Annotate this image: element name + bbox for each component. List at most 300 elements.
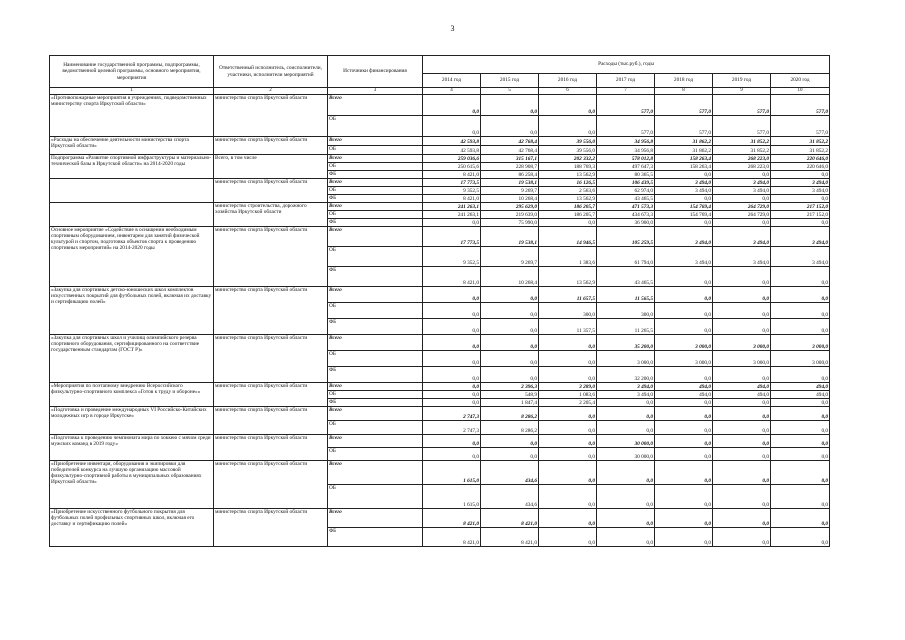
expense-value: 250 615,6 [423, 163, 481, 171]
expense-value: 0,0 [771, 407, 830, 421]
expense-value: 0,0 [423, 303, 481, 319]
expense-value: 30 000,0 [597, 435, 655, 448]
expense-value: 8 421,0 [423, 195, 481, 203]
funding-source: Всего [328, 335, 423, 351]
expense-value: 0,0 [655, 287, 713, 303]
responsible-executor: министерство спорта Иркутской области [214, 137, 328, 155]
expense-value: 0,0 [539, 335, 597, 351]
expense-value: 0,0 [713, 267, 771, 287]
expense-value: 577,0 [655, 116, 713, 137]
expense-value: 0,0 [481, 319, 539, 335]
funding-source: ФБ [328, 399, 423, 407]
expense-value: 0,0 [713, 448, 771, 461]
funding-source: ОБ [328, 116, 423, 137]
expense-value: 494,0 [771, 383, 830, 391]
funding-source: ОБ [328, 448, 423, 461]
expense-value: 577,0 [713, 95, 771, 116]
expense-value: 0,0 [771, 509, 830, 528]
expense-value: 11 357,5 [539, 319, 597, 335]
column-index: 7 [597, 88, 655, 95]
expense-value: 0,0 [713, 367, 771, 383]
expense-value: 31 862,2 [655, 137, 713, 146]
expense-value: 19 538,1 [481, 227, 539, 247]
expense-value: 268 223,0 [713, 155, 771, 163]
expense-value: 8 421,0 [481, 528, 539, 547]
expense-value: 75 990,0 [481, 219, 539, 227]
responsible-executor: министерство спорта Иркутской области [214, 407, 328, 435]
expense-value: 0,0 [713, 528, 771, 547]
expense-value: 3 289,0 [539, 383, 597, 391]
expense-value: 0,0 [655, 461, 713, 485]
measure-name: «Закупка для спортивных школ и училищ олимпийского резерва спортивного оборудования, сертифицированного на соответствие государственным стандартам (ГОСТ Р)» [50, 335, 214, 383]
expense-value: 3 494,0 [771, 179, 830, 187]
year-header: 2016 год [539, 74, 597, 88]
expense-value: 62 974,0 [597, 187, 655, 195]
year-header: 2018 год [655, 74, 713, 88]
expense-value: 0,0 [597, 528, 655, 547]
expense-value: 0,0 [423, 367, 481, 383]
expense-value: 0,0 [423, 219, 481, 227]
expense-value: 2 396,3 [481, 383, 539, 391]
expense-value: 497 647,3 [597, 163, 655, 171]
expense-value: 0,0 [771, 171, 830, 179]
expense-value: 0,0 [481, 116, 539, 137]
expense-value: 0,0 [539, 95, 597, 116]
expense-value: 1 383,6 [539, 247, 597, 267]
expense-value: 228 908,7 [481, 163, 539, 171]
table-row [50, 509, 830, 528]
expense-value: 9 269,7 [481, 247, 539, 267]
expense-value: 8 421,0 [423, 171, 481, 179]
funding-source: ФБ [328, 528, 423, 547]
expense-value: 188 769,3 [539, 163, 597, 171]
expense-value: 548,9 [481, 391, 539, 399]
funding-source: ФБ [328, 319, 423, 335]
expense-value: 35 200,0 [597, 335, 655, 351]
table-row [50, 155, 830, 163]
expense-value: 0,0 [655, 267, 713, 287]
expense-value: 0,0 [713, 461, 771, 485]
expense-value: 0,0 [423, 116, 481, 137]
expense-value: 30 000,0 [597, 448, 655, 461]
expense-value: 1 615,0 [423, 485, 481, 509]
expense-value: 217 152,0 [771, 203, 830, 211]
expense-value: 3 000,0 [655, 335, 713, 351]
header-expenses: Расходы (тыс.руб.), годы [423, 56, 830, 74]
expense-value: 434,6 [481, 461, 539, 485]
funding-source: Всего [328, 227, 423, 247]
expense-value: 494,0 [771, 391, 830, 399]
expense-value: 0,0 [539, 351, 597, 367]
expense-value: 0,0 [539, 461, 597, 485]
expense-value: 0,0 [655, 485, 713, 509]
funding-source: Всего [328, 407, 423, 421]
table-row [50, 407, 830, 421]
header-name: Наименование государственной программы, подпрограммы, ведомственной целевой программы, основного мероприятия, мероприятия [50, 56, 214, 88]
expense-value: 434 673,3 [597, 211, 655, 219]
expense-value: 0,0 [771, 303, 830, 319]
expense-value: 3 494,0 [713, 247, 771, 267]
expense-value: 0,0 [423, 435, 481, 448]
expense-value: 202 332,2 [539, 155, 597, 163]
expense-value: 154 769,4 [655, 211, 713, 219]
expense-value: 3 000,0 [771, 335, 830, 351]
expense-value: 61 794,0 [597, 247, 655, 267]
expense-value: 0,0 [481, 303, 539, 319]
expense-value: 434,6 [481, 485, 539, 509]
expense-value: 39 556,0 [539, 137, 597, 146]
expense-value: 0,0 [655, 509, 713, 528]
funding-source: Всего [328, 435, 423, 448]
measure-name: «Противопожарные мероприятия в учреждениях, подведомственных министерству спорта Иркутской области» [50, 95, 214, 137]
responsible-executor: министерство спорта Иркутской области [214, 179, 328, 203]
expense-value: 0,0 [423, 319, 481, 335]
column-index: 5 [481, 88, 539, 95]
expense-value: 8 421,0 [423, 267, 481, 287]
expense-value: 0,0 [771, 399, 830, 407]
expense-value: 268 223,0 [713, 163, 771, 171]
expense-value: 34 956,8 [597, 137, 655, 146]
expense-value: 0,0 [423, 95, 481, 116]
expense-value: 0,0 [481, 287, 539, 303]
expense-value: 9 352,5 [423, 247, 481, 267]
expense-value: 3 000,0 [713, 351, 771, 367]
header-responsible: Ответственный исполнитель, соисполнители, участники, исполнители мероприятий [214, 56, 328, 88]
expense-value: 16 126,5 [539, 179, 597, 187]
expense-value: 1 615,0 [423, 461, 481, 485]
header-source: Источники финансирования [328, 56, 423, 88]
expense-value: 31 852,2 [771, 146, 830, 155]
expense-value: 2 563,6 [539, 187, 597, 195]
expense-value: 0,0 [423, 383, 481, 391]
expense-value: 3 494,0 [655, 227, 713, 247]
expense-value: 0,0 [655, 399, 713, 407]
table-row [50, 335, 830, 351]
expense-value: 241 263,1 [423, 211, 481, 219]
expense-value: 0,0 [481, 435, 539, 448]
expense-value: 0,0 [771, 528, 830, 547]
expense-value: 0,0 [539, 407, 597, 421]
expense-value: 0,0 [597, 485, 655, 509]
expense-value: 315 167,1 [481, 155, 539, 163]
column-index: 3 [328, 88, 423, 95]
expense-value: 0,0 [713, 195, 771, 203]
expense-value: 39 556,0 [539, 146, 597, 155]
measure-name [50, 179, 214, 203]
expense-value: 11 657,5 [539, 287, 597, 303]
expense-value: 494,0 [655, 391, 713, 399]
expense-value: 8 421,0 [423, 509, 481, 528]
funding-source: Всего [328, 137, 423, 146]
expense-value: 42 768,4 [481, 137, 539, 146]
table-row [50, 179, 830, 187]
expense-value: 0,0 [539, 219, 597, 227]
expense-value: 0,0 [655, 407, 713, 421]
expense-value: 0,0 [423, 399, 481, 407]
expense-value: 13 562,9 [539, 171, 597, 179]
measure-name: Подпрограмма «Развитие спортивной инфраструктуры и материально-технической базы в Иркутской области» на 2014-2020 годы [50, 155, 214, 179]
column-index: 9 [713, 88, 771, 95]
expense-value: 0,0 [539, 448, 597, 461]
expense-value: 577,0 [597, 95, 655, 116]
funding-source: ОБ [328, 391, 423, 399]
expense-value: 3 494,0 [713, 187, 771, 195]
expense-value: 577,0 [597, 116, 655, 137]
expense-value: 0,0 [481, 95, 539, 116]
column-index: 8 [655, 88, 713, 95]
expense-value: 8 421,0 [423, 528, 481, 547]
expense-value: 8 421,0 [481, 509, 539, 528]
measure-name: «Закупка для спортивных детско-юношеских школ комплектов искусственных покрытий для футбольных полей, включая их доставку и сертификацию полей» [50, 287, 214, 335]
measure-name: «Подготовка к проведению чемпионата мира по хоккею с мячом среди мужских команд в 2019 году» [50, 435, 214, 461]
expense-value: 217 152,0 [771, 211, 830, 219]
funding-source: Всего [328, 155, 423, 163]
responsible-executor: министерство спорта Иркутской области [214, 461, 328, 509]
expense-value: 86 258,4 [481, 171, 539, 179]
expense-value: 220 646,0 [771, 163, 830, 171]
expense-value: 34 956,8 [597, 146, 655, 155]
expense-value: 42 593,8 [423, 146, 481, 155]
expense-value: 0,0 [481, 351, 539, 367]
expense-value: 0,0 [771, 367, 830, 383]
responsible-executor: министерство спорта Иркутской области [214, 287, 328, 335]
expense-value: 19 538,1 [481, 179, 539, 187]
expense-value: 31 862,2 [655, 146, 713, 155]
expense-value: 0,0 [655, 195, 713, 203]
expense-value: 0,0 [771, 448, 830, 461]
table-body [50, 95, 830, 547]
expense-value: 31 852,2 [713, 137, 771, 146]
expense-value: 494,0 [713, 383, 771, 391]
measure-name: «Подготовка и проведение международных VI Российско-Китайских молодежных игр в городе Иркутске» [50, 407, 214, 435]
funding-source: ОБ [328, 211, 423, 219]
expense-value: 3 000,0 [655, 351, 713, 367]
measure-name [50, 203, 214, 227]
funding-source: ОБ [328, 303, 423, 319]
expense-value: 494,0 [655, 383, 713, 391]
expense-value: 578 012,8 [597, 155, 655, 163]
expense-value: 241 263,1 [423, 203, 481, 211]
expense-value: 471 573,3 [597, 203, 655, 211]
expense-value: 577,0 [771, 95, 830, 116]
expense-value: 0,0 [655, 528, 713, 547]
expense-value: 0,0 [713, 287, 771, 303]
expense-value: 295 629,0 [481, 203, 539, 211]
expense-value: 577,0 [655, 95, 713, 116]
expense-value: 3 494,0 [597, 383, 655, 391]
expense-value: 3 000,0 [713, 335, 771, 351]
expense-value: 3 494,0 [771, 227, 830, 247]
expense-value: 158 263,4 [655, 163, 713, 171]
expense-value: 2 747,3 [423, 407, 481, 421]
responsible-executor: министерство спорта Иркутской области [214, 435, 328, 461]
expense-value: 0,0 [713, 509, 771, 528]
expense-value: 36 900,0 [597, 219, 655, 227]
expense-value: 219 639,0 [481, 211, 539, 219]
expense-value: 0,0 [713, 435, 771, 448]
expense-value: 1 083,6 [539, 391, 597, 399]
expense-value: 0,0 [423, 391, 481, 399]
expense-value: 0,0 [597, 399, 655, 407]
table-row [50, 287, 830, 303]
expense-value: 14 946,5 [539, 227, 597, 247]
expense-value: 43 465,5 [597, 267, 655, 287]
table-row [50, 435, 830, 448]
measure-name: «Мероприятия по поэтапному внедрению Всероссийского физкультурно-спортивного комплекса «Готов к труду и обороне»» [50, 383, 214, 407]
expense-value: 0,0 [771, 319, 830, 335]
expense-value: 0,0 [539, 421, 597, 435]
expense-value: 0,0 [771, 485, 830, 509]
expense-value: 0,0 [655, 435, 713, 448]
expense-value: 186 205,7 [539, 211, 597, 219]
column-index: 2 [214, 88, 328, 95]
expense-value: 0,0 [539, 528, 597, 547]
funding-source: Всего [328, 509, 423, 528]
expense-value: 0,0 [481, 335, 539, 351]
expense-value: 300,0 [597, 303, 655, 319]
expense-value: 0,0 [481, 367, 539, 383]
expense-value: 31 852,2 [713, 146, 771, 155]
expense-value: 8 286,2 [481, 407, 539, 421]
funding-source: ФБ [328, 367, 423, 383]
expense-value: 0,0 [713, 421, 771, 435]
expense-value: 8 286,2 [481, 421, 539, 435]
funding-source: Всего [328, 461, 423, 485]
expense-value: 9 269,7 [481, 187, 539, 195]
year-header: 2017 год [597, 74, 655, 88]
expense-value: 0,0 [597, 509, 655, 528]
responsible-executor: министерство строительства, дорожного хозяйства Иркутской области [214, 203, 328, 227]
expense-value: 3 494,0 [655, 187, 713, 195]
expense-value: 0,0 [655, 421, 713, 435]
expense-value: 1 847,4 [481, 399, 539, 407]
expense-value: 106 439,5 [597, 179, 655, 187]
page-number: 3 [450, 24, 455, 33]
expense-value: 264 729,0 [713, 203, 771, 211]
expense-value: 2 205,4 [539, 399, 597, 407]
expense-value: 0,0 [771, 435, 830, 448]
funding-source: ОБ [328, 146, 423, 155]
table-row [50, 383, 830, 391]
expense-value: 0,0 [771, 421, 830, 435]
column-index: 10 [771, 88, 830, 95]
expense-value: 80 365,5 [597, 171, 655, 179]
expense-value: 0,0 [539, 367, 597, 383]
expense-value: 0,0 [713, 319, 771, 335]
expense-value: 158 263,4 [655, 155, 713, 163]
expense-value: 10 268,4 [481, 267, 539, 287]
expense-value: 0,0 [713, 485, 771, 509]
expense-value: 0,0 [539, 116, 597, 137]
funding-source: ОБ [328, 351, 423, 367]
expense-value: 494,0 [713, 391, 771, 399]
expense-value: 3 000,0 [597, 351, 655, 367]
expense-value: 31 852,2 [771, 137, 830, 146]
expense-value: 32 200,0 [597, 367, 655, 383]
expense-value: 42 768,4 [481, 146, 539, 155]
expense-value: 42 593,8 [423, 137, 481, 146]
expense-value: 0,0 [771, 219, 830, 227]
expense-value: 17 773,5 [423, 179, 481, 187]
expense-value: 300,0 [539, 303, 597, 319]
responsible-executor: министерство спорта Иркутской области [214, 95, 328, 137]
table-header [50, 56, 830, 95]
expense-value: 0,0 [771, 287, 830, 303]
expense-value: 0,0 [423, 351, 481, 367]
expense-value: 0,0 [655, 367, 713, 383]
funding-source: ФБ [328, 219, 423, 227]
expense-value: 0,0 [655, 171, 713, 179]
year-header: 2015 год [481, 74, 539, 88]
expense-value: 105 259,5 [597, 227, 655, 247]
expense-value: 3 494,0 [597, 391, 655, 399]
table-row [50, 203, 830, 211]
measure-name: «Приобретение искусственного футбольного покрытия для футбольных полей профильных спортивных школ, включая его доставку и сертификацию полей» [50, 509, 214, 547]
expense-value: 3 494,0 [655, 247, 713, 267]
expense-value: 0,0 [597, 407, 655, 421]
expense-value: 154 769,4 [655, 203, 713, 211]
expense-value: 10 268,4 [481, 195, 539, 203]
budget-table [49, 55, 830, 547]
table-row [50, 95, 830, 116]
expense-value: 220 646,0 [771, 155, 830, 163]
funding-source: ФБ [328, 195, 423, 203]
expense-value: 0,0 [713, 399, 771, 407]
expense-value: 0,0 [655, 319, 713, 335]
measure-name: Основное мероприятие «Содействие в оснащении необходимым спортивным оборудованием, инвентарем для занятий физической культурой и спортом, подготовка объектов спорта к проведению спортивных мероприятий» на 2014-2020 годы [50, 227, 214, 287]
expense-value: 2 747,3 [423, 421, 481, 435]
funding-source: ОБ [328, 485, 423, 509]
expense-value: 259 036,6 [423, 155, 481, 163]
table-row [50, 461, 830, 485]
funding-source: ФБ [328, 171, 423, 179]
responsible-executor: министерство спорта Иркутской области [214, 509, 328, 547]
expense-value: 0,0 [655, 219, 713, 227]
expense-value: 0,0 [771, 461, 830, 485]
funding-source: ОБ [328, 187, 423, 195]
expense-value: 13 562,9 [539, 267, 597, 287]
funding-source: ОБ [328, 421, 423, 435]
expense-value: 3 494,0 [771, 187, 830, 195]
responsible-executor: Всего, в том числе [214, 155, 328, 179]
table-row [50, 137, 830, 146]
expense-value: 3 494,0 [713, 179, 771, 187]
funding-source: ОБ [328, 163, 423, 171]
expense-value: 0,0 [539, 509, 597, 528]
funding-source: Всего [328, 383, 423, 391]
table-row [50, 227, 830, 247]
funding-source: Всего [328, 95, 423, 116]
expense-value: 0,0 [713, 219, 771, 227]
expense-value: 0,0 [423, 287, 481, 303]
expense-value: 0,0 [713, 407, 771, 421]
expense-value: 3 494,0 [771, 247, 830, 267]
funding-source: ОБ [328, 247, 423, 267]
expense-value: 0,0 [597, 421, 655, 435]
expense-value: 0,0 [481, 448, 539, 461]
responsible-executor: министерство спорта Иркутской области [214, 383, 328, 407]
expense-value: 3 000,0 [771, 351, 830, 367]
responsible-executor: министерство спорта Иркутской области [214, 227, 328, 287]
expense-value: 186 205,7 [539, 203, 597, 211]
expense-value: 264 729,0 [713, 211, 771, 219]
expense-value: 17 773,5 [423, 227, 481, 247]
funding-source: Всего [328, 179, 423, 187]
expense-value: 0,0 [655, 448, 713, 461]
funding-source: ФБ [328, 267, 423, 287]
expense-value: 0,0 [539, 435, 597, 448]
year-header: 2019 год [713, 74, 771, 88]
